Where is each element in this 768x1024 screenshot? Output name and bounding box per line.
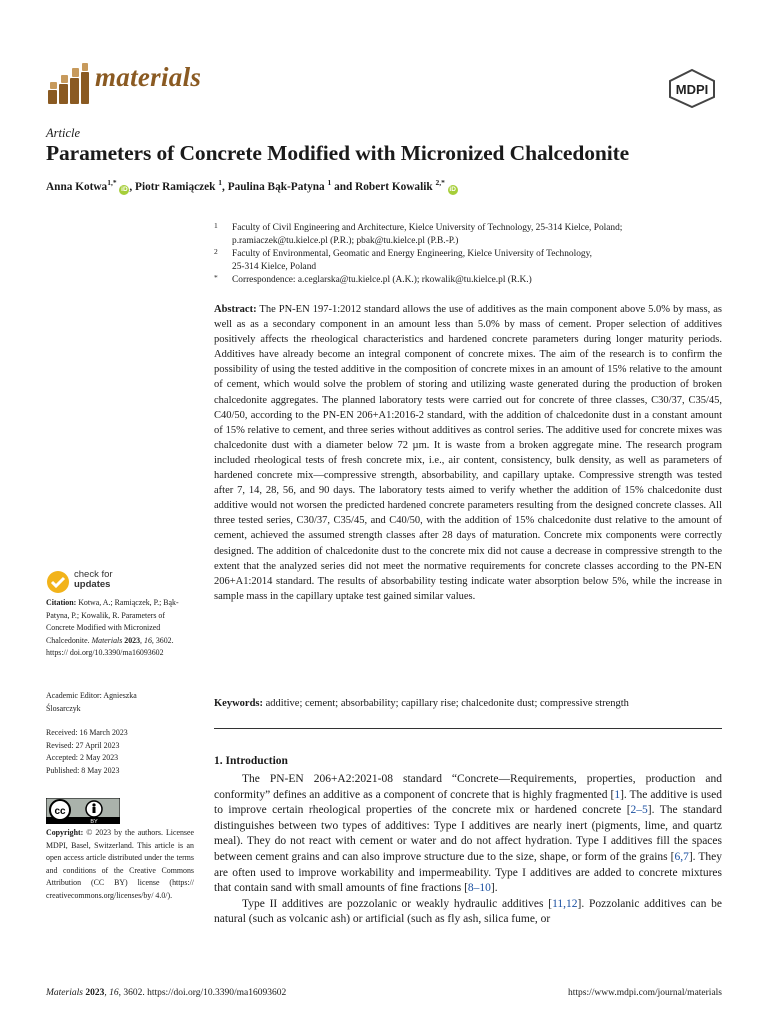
affiliation-number: * [214,273,218,282]
orcid-icon[interactable]: iD [449,185,456,193]
footer-journal: Materials [46,988,83,998]
section-divider [214,728,722,729]
affiliation-number: 1 [214,221,218,230]
published-date: Published: 8 May 2023 [46,765,120,775]
cc-by-label: BY [90,819,98,824]
citation-year: 2023 [122,635,141,645]
cc-by-license-icon[interactable] [46,798,120,824]
citation-volume: , 16 [140,635,152,645]
paragraph-text: ]. The standard distinguishes between two types of additives: Type I additives are nearly inert (pigments, lime, and quartz meal). They do not react with cement or water and do not affect hydration. Type I additives fill the spaces between cement grains and can also improve structure due to the size, shape, or form of the grains [ [214,804,722,863]
footer-citation [46,988,286,998]
abstract [214,302,722,604]
author-affil-sup: 1,* [107,178,117,187]
citation-text: Kotwa, A.; Ramiączek, P.; Bąk-Patyna, P.; Kowalik, R. Parameters of Concrete Modified with Micronized Chalcedonite. [46,598,179,645]
author-affil-sup: 1 [327,178,332,187]
citation-label: Citation: [46,598,77,607]
citation-link[interactable]: 6,7 [674,850,689,863]
section-heading-introduction: 1. Introduction [214,755,288,767]
journal-logo-icon [46,60,90,106]
citation-link[interactable]: 1 [614,788,621,801]
paragraph-text: Type II additives are pozzolanic or weakly hydraulic additives [ [242,897,553,910]
affiliation-text: Faculty of Environmental, Geomatic and Energy Engineering, Kielce University of Technology, [232,249,593,259]
footer-journal-url[interactable]: https://www.mdpi.com/journal/materials [568,988,722,998]
check-for-updates-badge[interactable] [46,569,166,595]
accepted-date: Accepted: 2 May 2023 [46,753,119,763]
citation-journal: Materials [91,635,123,645]
footer-doi[interactable]: , 3602. https://doi.org/10.3390/ma16093602 [118,988,287,998]
citation-link[interactable]: 8–10 [467,882,491,895]
academic-editor [46,690,194,715]
received-date: Received: 16 March 2023 [46,728,128,737]
author-name[interactable]: , Paulina Bąk-Patyna [222,180,325,193]
journal-name: materials [95,62,202,92]
check-updates-line1: check for [74,569,113,580]
citation-block [46,597,194,660]
paragraph [214,897,722,928]
author-affil-sup: 2,* [435,178,445,187]
affiliation-emails[interactable]: p.ramiaczek@tu.kielce.pl (P.R.); pbak@tu.kielce.pl (P.B.-P.) [232,235,459,246]
editor-text: Academic Editor: Agnieszka [46,691,137,700]
check-updates-icon [46,570,70,594]
author-list [46,178,458,195]
citation-doi[interactable]: , 3602. https:// doi.org/10.3390/ma16093602 [46,635,174,658]
check-updates-line2: updates [74,579,111,590]
paragraph [214,772,722,897]
mdpi-logo-icon [666,68,718,108]
keywords [214,696,722,711]
dates-block [46,727,194,777]
copyright-block [46,827,194,903]
paragraph-text: The PN-EN 206+A2:2021-08 standard “Concrete—Requirements, properties, production and conformity” defines an additive as a component of concrete that is highly fragmented [ [214,773,722,801]
introduction-body [214,772,722,928]
copyright-label: Copyright: [46,828,84,837]
footer-year: 2023 [82,988,105,998]
paragraph-text: ]. Pozzolanic additives can be natural (such as volcanic ash) or artificial (such as fly ash, silica fume, or [214,897,722,926]
author-name[interactable]: , Piotr Ramiączek [129,180,216,193]
mdpi-label: MDPI [675,82,709,97]
author-name[interactable]: Anna Kotwa [46,180,108,193]
editor-text: Ślosarczyk [46,703,81,713]
author-name[interactable]: and Robert Kowalik [331,180,433,193]
footer-volume: , 16 [104,988,119,998]
affiliation-text: Faculty of Civil Engineering and Architecture, Kielce University of Technology, 25-314 Kielce, Poland; [232,223,623,233]
paragraph-text: ]. They are often used to improve workability and impermeability. Type I additives are added to concrete mixtures that contain sand with small amounts of fine fractions [ [214,850,722,895]
paragraph-text: ]. The additive is used to improve certain rheological properties of the concrete mix or hardened concrete [ [214,788,722,817]
paragraph-text: ]. [490,882,498,895]
affiliation-text: 25-314 Kielce, Poland [232,261,317,272]
svg-text:cc: cc [54,806,66,817]
copyright-text: © 2023 by the authors. Licensee MDPI, Basel, Switzerland. This article is an open access article distributed under the terms and conditions of the Creative Commons Attribution (CC BY) license (https:// creativecommons.org/licenses/by/ 4.0/). [46,828,194,900]
correspondence-text[interactable]: Correspondence: a.ceglarska@tu.kielce.pl (A.K.); rkowalik@tu.kielce.pl (R.K.) [232,275,532,285]
page-title: Parameters of Concrete Modified with Micronized Chalcedonite [46,141,630,165]
citation-link[interactable]: 2–5 [630,804,648,817]
revised-date: Revised: 27 April 2023 [46,740,120,750]
citation-link[interactable]: 11,12 [552,897,578,910]
article-type: Article [46,126,81,140]
keywords-text: additive; cement; absorbability; capillary rise; chalcedonite dust; compressive strength [263,698,629,709]
keywords-label: Keywords: [214,698,263,709]
abstract-label: Abstract: [214,304,257,315]
abstract-text: The PN-EN 197-1:2012 standard allows the use of additives as the main component above 5.0% by mass, as well as as a secondary component in an amount less than 5.0% by mass of cement. Proper selection of additives positively affects the rheological characteristics and hardened concrete parameters during longer maturity periods. Additives have already become an integral component of concrete mixes. The aim of the research is to confirm the possibility of using the tested additive in the composition of concrete mixes in an amount of 15% relative to the amount of cement, which would solve the problem of storing and utilizing waste generated during the production of broken chalcedonite aggregates. The planned laboratory tests were carried out for concrete of three classes, C30/37, C35/45, C40/50, according to the PN-EN 206+A1:2016-2 standard, with the addition of chalcedonite dust in a constant amount of 15% relative to cement, and three series without additives as control series. The additive used for concrete mixes was chalcedonite dust with a diameter below 72 µm. It is waste from a broken aggregate mine. The research program included rheological tests of fresh concrete mix, i.e., air content, consistency, bulk density, as well as parameters of hardened concrete mix—compressive strength, absorbability, and capillary uptake. Compressive strength was tested after 7, 14, 28, 56, and 90 days. The laboratory tests aimed to verify whether the addition of 15% chalcedonite dust additive would not worsen the predicted hardened concrete parameters resulting from the designed concrete classes. All three tested series, C30/37, C35/45, and C40/50, with the addition of 15% chalcedonite dust relative to the amount of cement, achieved the assumed strength classes after 28 days of maturation. Concrete mix components were correctly designed. The addition of chalcedonite dust to the concrete mix did not cause a decrease in compressive strength to the extent that the analyzed series did not meet the normative requirements for concrete classes according to the PN-EN 206+A1:2014 standard. The results of absorbability testing indicate water absorption below 5%, while the increase in sample mass in the capillary uptake test gained similar values. [214,304,722,602]
affiliation-number: 2 [214,247,218,256]
author-affil-sup: 1 [218,178,223,187]
orcid-icon[interactable]: iD [121,185,128,193]
